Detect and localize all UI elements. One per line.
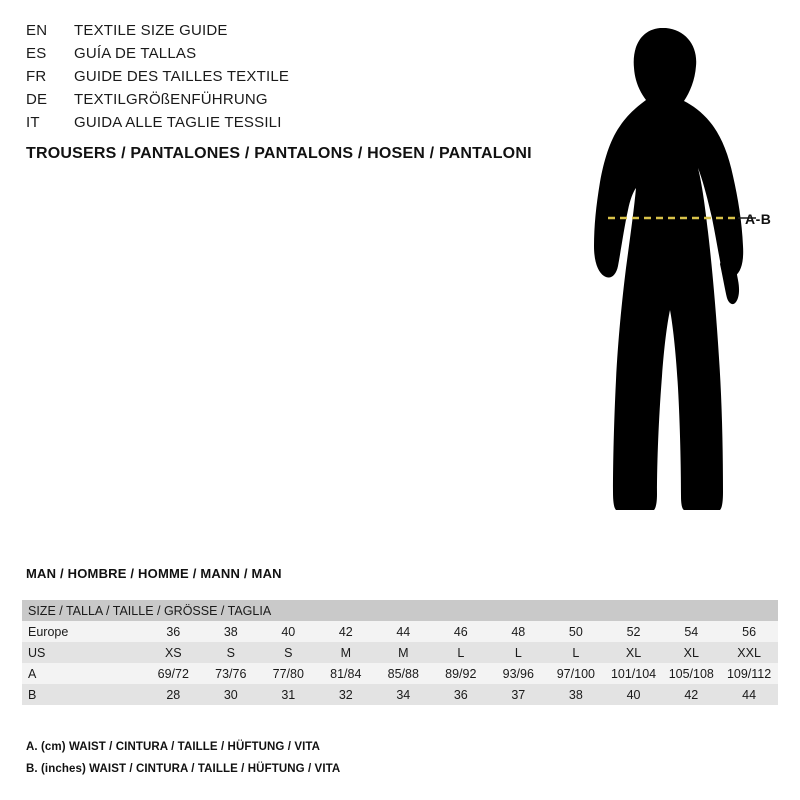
- table-cell: L: [547, 642, 605, 663]
- footnote-a: A. (cm) WAIST / CINTURA / TAILLE / HÜFTUNG / VITA: [26, 741, 321, 753]
- language-row: [26, 45, 546, 68]
- table-cell: 38: [547, 684, 605, 705]
- table-cell: 89/92: [432, 663, 490, 684]
- language-text: GUIDA ALLE TAGLIE TESSILI: [74, 114, 282, 131]
- size-table: [22, 600, 778, 705]
- language-text: GUÍA DE TALLAS: [74, 45, 197, 62]
- table-cell: 36: [432, 684, 490, 705]
- table-section-title: MAN / HOMBRE / HOMME / MANN / MAN: [26, 566, 282, 581]
- table-cell: XL: [662, 642, 720, 663]
- table-cell: 44: [720, 684, 778, 705]
- table-row: [22, 621, 778, 642]
- table-cell: 69/72: [145, 663, 203, 684]
- table-cell: 73/76: [202, 663, 260, 684]
- table-cell: 97/100: [547, 663, 605, 684]
- table-cell: 56: [720, 621, 778, 642]
- table-cell: XXL: [720, 642, 778, 663]
- table-row: [22, 663, 778, 684]
- table-cell: M: [317, 642, 375, 663]
- row-label: US: [22, 642, 145, 663]
- table-cell: S: [260, 642, 318, 663]
- table-cell: M: [375, 642, 433, 663]
- table-cell: 40: [605, 684, 663, 705]
- language-row: [26, 22, 546, 45]
- language-text: TEXTILGRÖßENFÜHRUNG: [74, 91, 268, 108]
- table-cell: XS: [145, 642, 203, 663]
- table-cell: 109/112: [720, 663, 778, 684]
- language-row: [26, 91, 546, 114]
- table-cell: 44: [375, 621, 433, 642]
- table-cell: 30: [202, 684, 260, 705]
- footnote-b: B. (inches) WAIST / CINTURA / TAILLE / HÜFTUNG / VITA: [26, 763, 341, 775]
- table-cell: 85/88: [375, 663, 433, 684]
- table-cell: 28: [145, 684, 203, 705]
- man-silhouette-icon: [520, 10, 800, 530]
- language-text: TEXTILE SIZE GUIDE: [74, 22, 228, 39]
- table-cell: 105/108: [662, 663, 720, 684]
- language-code: FR: [26, 68, 47, 85]
- language-code: IT: [26, 114, 40, 131]
- table-cell: 37: [490, 684, 548, 705]
- table-cell: 48: [490, 621, 548, 642]
- row-label: A: [22, 663, 145, 684]
- table-cell: 50: [547, 621, 605, 642]
- table-cell: 81/84: [317, 663, 375, 684]
- row-label: Europe: [22, 621, 145, 642]
- table-header-row: [22, 600, 778, 621]
- language-header-block: [26, 22, 546, 137]
- garment-type-title: TROUSERS / PANTALONES / PANTALONS / HOSEN / PANTALONI: [26, 145, 532, 162]
- table-cell: S: [202, 642, 260, 663]
- table-cell: 77/80: [260, 663, 318, 684]
- language-code: DE: [26, 91, 48, 108]
- table-cell: 42: [317, 621, 375, 642]
- measure-label-ab: A-B: [745, 211, 772, 227]
- table-cell: 93/96: [490, 663, 548, 684]
- language-text: GUIDE DES TAILLES TEXTILE: [74, 68, 290, 85]
- table-cell: 32: [317, 684, 375, 705]
- figure-illustration: [520, 10, 800, 530]
- row-label: B: [22, 684, 145, 705]
- language-code: ES: [26, 45, 47, 62]
- table-cell: XL: [605, 642, 663, 663]
- table-row: [22, 642, 778, 663]
- table-cell: 54: [662, 621, 720, 642]
- table-cell: 42: [662, 684, 720, 705]
- table-cell: 36: [145, 621, 203, 642]
- table-cell: 40: [260, 621, 318, 642]
- language-code: EN: [26, 22, 48, 39]
- table-cell: 101/104: [605, 663, 663, 684]
- language-row: [26, 68, 546, 91]
- table-cell: L: [432, 642, 490, 663]
- table-cell: 31: [260, 684, 318, 705]
- table-cell: 38: [202, 621, 260, 642]
- table-cell: L: [490, 642, 548, 663]
- table-cell: 52: [605, 621, 663, 642]
- language-row: [26, 114, 546, 137]
- table-row: [22, 684, 778, 705]
- table-cell: 34: [375, 684, 433, 705]
- table-cell: 46: [432, 621, 490, 642]
- table-header-label: SIZE / TALLA / TAILLE / GRÖSSE / TAGLIA: [22, 600, 778, 621]
